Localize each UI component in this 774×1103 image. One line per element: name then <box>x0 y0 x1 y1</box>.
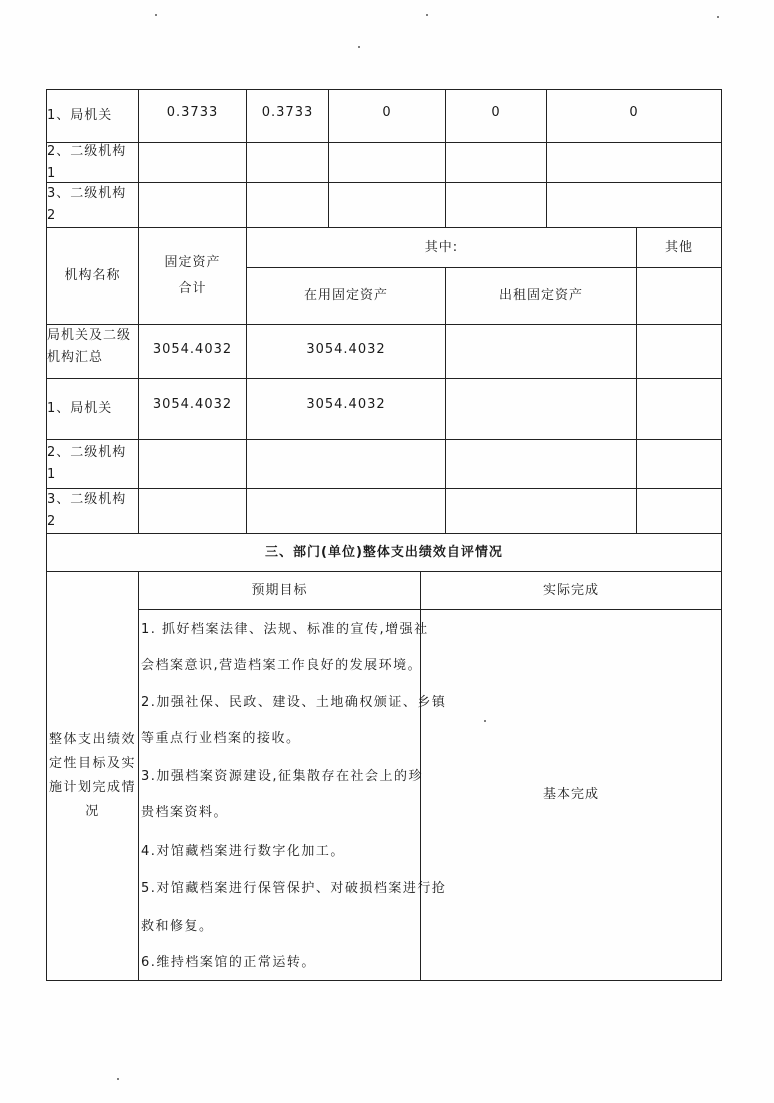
asset-summary-total: 3054.4032 <box>152 341 233 357</box>
expected-goals-header: 预期目标 <box>251 582 308 598</box>
asset-row-sub1-label: 2、二级机构 1 <box>47 445 127 482</box>
scan-speck <box>117 1078 119 1080</box>
bureau-value-1: 0.3733 <box>166 105 219 120</box>
actual-completion-value: 基本完成 <box>542 787 599 802</box>
row-label-line-1: 整体支出绩效 <box>48 732 136 747</box>
actual-completion-header: 实际完成 <box>542 582 599 598</box>
header-of-which: 其中: <box>424 239 459 255</box>
scan-speck <box>155 14 157 16</box>
goal-line: 救和修复。 <box>141 919 214 934</box>
row-label-line-2: 定性目标及实 <box>48 756 136 771</box>
scan-speck <box>484 720 486 722</box>
goal-line: 等重点行业档案的接收。 <box>141 731 301 746</box>
row-label-line-4: 况 <box>85 804 100 819</box>
bureau-value-4: 0 <box>491 105 501 120</box>
section-3-row-label <box>47 572 138 980</box>
goal-line: 4.对馆藏档案进行数字化加工。 <box>141 844 345 859</box>
header-other: 其他 <box>664 239 693 255</box>
goal-line: 贵档案资料。 <box>141 805 229 820</box>
summary-label-line2: 机构汇总 <box>47 350 104 365</box>
scan-speck <box>358 46 360 48</box>
asset-bureau-in-use: 3054.4032 <box>306 397 386 412</box>
header-org-name: 机构名称 <box>64 268 121 283</box>
row-label-sub2: 3、二级机构 2 <box>47 186 127 223</box>
row-label-line-3: 施计划完成情 <box>48 780 136 795</box>
row-label-sub1: 2、二级机构 1 <box>47 143 127 181</box>
bureau-value-3: 0 <box>382 105 392 120</box>
goal-line: 2.加强社保、民政、建设、土地确权颁证、乡镇 <box>141 695 447 710</box>
goal-line: 会档案意识,营造档案工作良好的发展环境。 <box>141 658 423 673</box>
header-fixed-total <box>139 228 246 324</box>
header-leased: 出租固定资产 <box>498 288 583 303</box>
asset-row-bureau-label: 1、局机关 <box>47 401 113 416</box>
asset-bureau-total: 3054.4032 <box>152 397 233 412</box>
header-fixed-total-line1: 固定资产 <box>164 255 221 270</box>
goal-line: 6.维持档案馆的正常运转。 <box>141 955 316 970</box>
asset-summary-in-use: 3054.4032 <box>306 341 386 357</box>
section-3-title: 三、部门(单位)整体支出绩效自评情况 <box>265 544 503 560</box>
asset-row-summary-label <box>47 325 138 378</box>
summary-label-line1: 局机关及二级 <box>47 328 132 343</box>
header-fixed-total-line2: 合计 <box>178 281 207 296</box>
bureau-value-2: 0.3733 <box>261 105 314 120</box>
goal-line: 3.加强档案资源建设,征集散存在社会上的珍 <box>141 769 424 784</box>
scan-speck <box>426 14 428 16</box>
scan-speck <box>717 16 719 18</box>
goal-line: 5.对馆藏档案进行保管保护、对破损档案进行抢 <box>141 881 447 896</box>
header-in-use: 在用固定资产 <box>303 288 388 303</box>
row-label-bureau: 1、局机关 <box>47 108 113 123</box>
bureau-value-5: 0 <box>629 105 639 120</box>
goal-line: 1. 抓好档案法律、法规、标准的宣传,增强社 <box>141 622 429 637</box>
asset-row-sub2-label: 3、二级机构 2 <box>47 492 127 529</box>
